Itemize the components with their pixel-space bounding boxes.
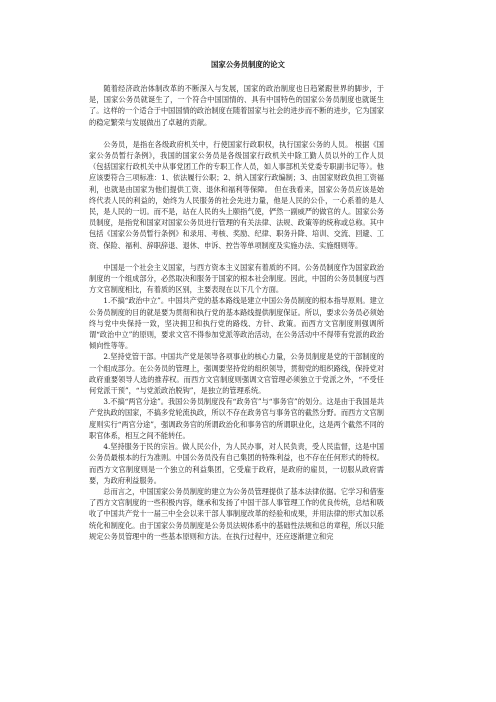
paragraph-point-1: 1.不搞“政治中立”。中国共产党的基本路线是建立中国公务员制度的根本指导原则。建立公务员制度的目的就是要为贯彻和执行党的基本路线提供制度保证。所以，要求公务员必须始终与党中央保持一致，坚决拥卫和执行党的路线、方针、政策。而西方文官制度则强调所谓“政治中立”的原则，要求文官不得参加党派等政治活动，在公务活动中不得带有党派的政治倾向性等等。 [89,296,384,351]
document-title: 国家公务员制度的论文 [211,60,285,69]
paragraph-point-2: 2.坚持党管干部。中国共产党是领导各项事业的核心力量，公务员制度是党的干部制度的一个组成部分。在公务员的管理上，强调要坚持党的组织领导，贯彻党的组织路线，保持党对政府重要领导人选的推荐权。而西方文官制度则强调文官管理必须独立于党派之外，“不受任何党派干预”，“与党派政治脱钩”，是独立的管理系统。 [89,352,384,396]
paragraph-point-4: 4.坚持服务于民的宗旨。做人民公仆，为人民办事，对人民负责，受人民监督，这是中国公务员最根本的行为准则。中国公务员没有自己集团的特殊利益，也不存在任何形式的特权。而西方文官制度则是一个独立的利益集团，它受雇于政府，是政府的雇员，一切服从政府需要，为政府利益服务。 [89,442,384,485]
paragraph-conclusion: 总而言之，中国国家公务员制度的建立为公务员管理提供了基本法律依据。它学习和借鉴了西方文官制度的一些积极内容，继承和发扬了中国干部人事管理工作的优良传统，总结和吸收了中国共产党十一届三中全会以来干部人事制度改革的经验和成果，并用法律的形式加以系统化和制度化。由于国家公务员制度是公务员法规体系中的基础性法规和总的章程，所以只能规定公务员管理中的一些基本原则和方法。在执行过程中，还应逐渐建立和完 [89,486,384,541]
paragraph-differences-intro: 中国是一个社会主义国家，与西方资本主义国家有着质的不同。公务员制度作为国家政治制度的一个组成部分，必然取决和服务于国家的根本社会制度。因此，中国的公务员制度与西方文官制度相比，有着质的区别，主要表现在以下几个方面。 [89,262,384,295]
document-body [89,83,384,542]
paragraph-definition: 公务员，是指在各级政府机关中，行使国家行政职权，执行国家公务的人员。 根据《国家公务员暂行条例》，我国的国家公务员是各级国家行政机关中除工勤人员以外的工作人员（包括国家行政机关中从事党团工作的专职工作人员，如人事部机关党委专职副书记等）。他应该要符合三项标准：1、依法履行公职；2、纳入国家行政编制；3、由国家财政负担工资福利，也就是由国家为他们提供工资、退休和福利等保障。 但在我看来，国家公务员应该是始终代表人民的利益的，始终为人民服务的社会先进力量，他是人民的公仆，一心系着的是人民，是人民的一切。而不是，站在人民的头上颐指气使，俨然一副威严的做官的人。国家公务员制度，是指党和国家对国家公务员进行管理的有关法律、法规、政策等的统称或总称。其中包括《国家公务员暂行条例》和录用、考核、奖励、纪律、职务升降、培训、交流、回避、工资、保险、福利、辞职辞退、退休、申诉、控告等单项制度及实施办法、实施细则等。 [89,139,384,250]
paragraph-point-3: 3.不搞“两官分途”。我国公务员制度没有“政务官”与“事务官”的划分。这是由于我国是共产党执政的国家，不搞多党轮流执政，所以不存在政务官与事务官的截然分野。而西方文官制度则实行“两官分途”，强调政务官的所谓政治化和事务官的所谓职业化，这是两个截然不同的职官体系，相互之间不能转任。 [89,397,384,440]
paragraph-intro: 随着经济政治体制改革的不断深入与发展，国家的政治制度也日趋紧跟世界的脚步，于是，国家公务员就诞生了，一个符合中国国情的、具有中国特色的国家公务员制度也就诞生了。这样的一个适合于中国国情的政治制度在随着国家与社会的进步而不断的进步，它为国家的稳定繁荣与发展做出了卓越的贡献。 [89,84,384,127]
